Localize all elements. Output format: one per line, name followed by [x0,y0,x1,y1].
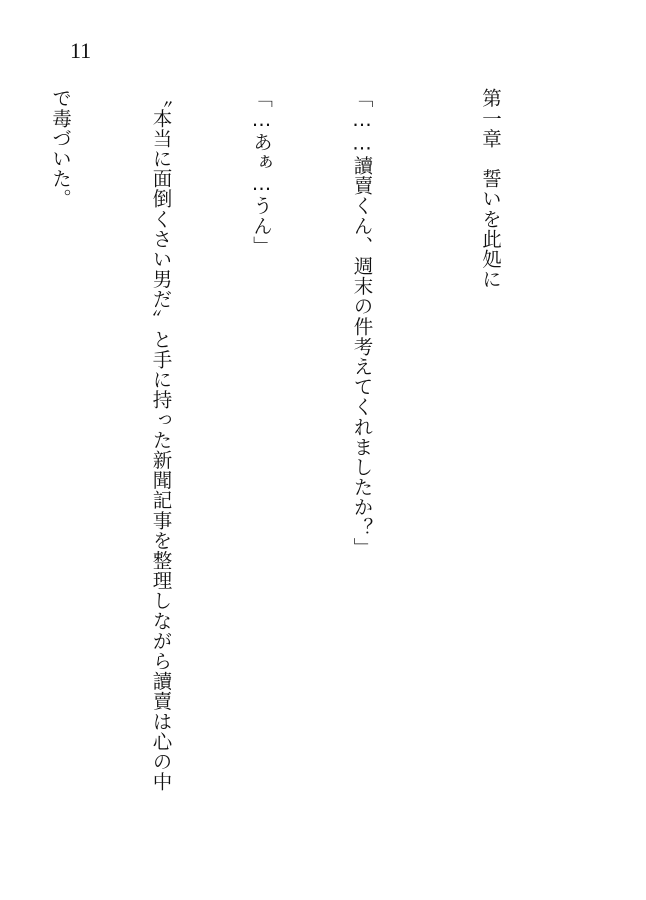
text-line-3: 〝本当に面倒くさい男だ〟と手に持った新聞記事を整理しながら讀賣は心の中 [149,88,173,792]
vertical-text-body [49,88,574,848]
chapter-title: 第一章 誓いを此処に [479,88,502,289]
page-number: 11 [70,38,92,63]
text-line-2: 「…あぁ…うん」 [250,88,273,256]
text-line-4: で毒づいた。 [49,88,72,209]
text-line-1: 「……讀賣くん、週末の件考えてくれましたか？」 [350,88,374,558]
